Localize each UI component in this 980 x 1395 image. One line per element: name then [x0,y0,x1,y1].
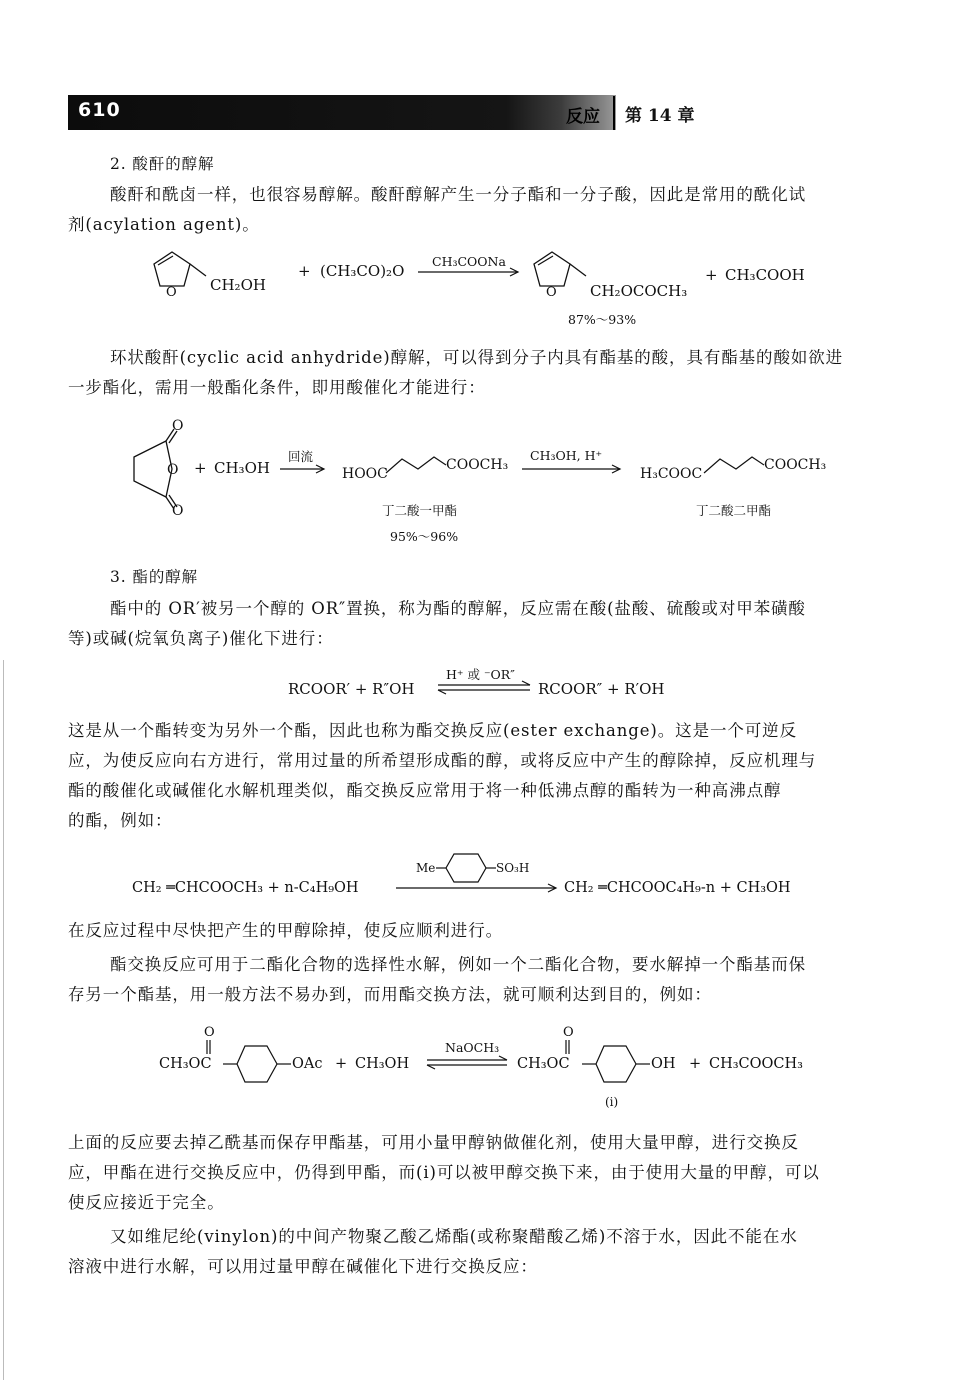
catalyst-methyl: Me [416,861,436,875]
ring-oxygen: O [167,462,179,478]
paragraph-line: 存另一个酯基，用一般方法不易办到，而用酯交换方法，就可顺利达到目的，例如： [68,985,712,1004]
equation-left: RCOOR′ + R″OH [288,680,415,698]
section-heading: 2. 酸酐的醇解 [110,155,215,173]
yield-label: 87%～93% [568,312,637,327]
equation-succinic-anhydride [120,415,860,550]
carbonyl-bond [207,1040,210,1054]
running-header-bar [68,95,616,130]
ring-oxygen: O [546,285,557,300]
ester-end: H₃COOC [640,466,703,482]
arrow-condition: CH₃OH, H⁺ [530,448,603,463]
paragraph-line: 酯的酸催化或碱催化水解机理类似，酯交换反应常用于将一种低沸点醇的酯转为一种高沸点醇 [68,781,782,800]
catalyst-sulfonic: SO₃H [496,861,530,875]
arrow-condition: 回流 [288,449,314,464]
furan-ring-icon [534,252,586,286]
paragraph-line: 一步酯化，需用一般酯化条件，即用酸催化才能进行： [68,378,486,397]
plus-sign: + [335,1056,348,1072]
acetic-acid: CH₃COOH [725,266,805,284]
paragraph-line: 在反应过程中尽快把产生的甲醇除掉，使反应顺利进行。 [68,921,503,940]
paragraph-line: 应，为使反应向右方进行，常用过量的所希望形成酯的醇，或将反应中产生的醇除掉，反应机理与 [68,751,817,770]
yield-label: 95%～96% [390,529,459,544]
equation-transesterification [280,665,700,705]
paragraph-line: 的酯，例如： [68,811,173,830]
zigzag-chain [386,457,446,473]
paragraph-line: 这是从一个酯转变为另外一个酯，因此也称为酯交换反应(ester exchange)。这是一个可逆反 [68,721,797,740]
reaction-arrow [522,465,620,473]
arrow-catalyst: NaOCH₃ [445,1040,500,1055]
equilibrium-arrow [438,681,530,694]
furan-ring-icon [154,252,206,286]
plus-sign: + [194,459,207,477]
paragraph-line: 酯中的 OR′被另一个醇的 OR″置换，称为酯的醇解，反应需在酸(盐酸、硫酸或对甲苯磺酸 [110,599,806,618]
plus-sign: + [705,266,718,284]
section-heading: 3. 酯的醇解 [110,568,199,586]
acetoxy-group: OAc [292,1056,323,1072]
ester-end: COOCH₃ [446,457,509,473]
acid-end: HOOC [342,466,388,482]
paragraph-line: 溶液中进行水解，可以用过量甲醇在碱催化下进行交换反应： [68,1257,538,1276]
plus-sign: + [689,1056,702,1072]
paragraph-line: 剂(acylation agent)。 [68,215,260,234]
reaction-arrow [280,465,324,473]
reaction-arrow [396,884,556,892]
benzene-ring-icon [223,1046,291,1082]
methyl-acetate: CH₃COOCH₃ [709,1056,803,1072]
arrow-catalyst: H⁺ 或 ⁻OR″ [446,667,515,682]
ester-group: CH₃OC [517,1056,570,1072]
plus-sign: + [298,262,311,280]
paragraph-line: 环状酸酐(cyclic acid anhydride)醇解，可以得到分子内具有酯基的酸，具有酯基的酸如欲进 [110,348,844,367]
hydroxy-group: OH [651,1056,676,1072]
equation-right: RCOOR″ + R′OH [538,680,665,698]
ester-group: CH₃OC [159,1056,212,1072]
compound-name: 丁二酸一甲酯 [382,503,458,518]
arrow-catalyst: CH₃COONa [432,254,506,269]
methanol: CH₃OH [355,1056,410,1072]
chapter-tag: 反应 [566,107,600,127]
paragraph-line: 应，甲酯在进行交换反应中，仍得到甲酯，而(i)可以被甲醇交换下来，由于使用大量的甲醇，可以 [68,1163,820,1182]
carbonyl-oxygen: O [172,503,184,519]
paragraph-line: 使反应接近于完全。 [68,1193,225,1212]
acetic-anhydride: (CH₃CO)₂O [320,262,405,280]
equation-furfuryl-acetylation [150,248,830,338]
equilibrium-arrow [427,1056,507,1069]
equation-left: CH₂ ═CHCOOCH₃ + n-C₄H₉OH [132,880,359,896]
carbonyl-oxygen: O [563,1025,574,1040]
paragraph-line: 酸酐和酰卤一样，也很容易醇解。酸酐醇解产生一分子酯和一分子酸，因此是常用的酰化试 [110,185,806,204]
scan-margin-line [3,660,4,1380]
paragraph-line: 上面的反应要去掉乙酰基而保存甲酯基，可用小量甲醇钠做催化剂，使用大量甲醇，进行交换反 [68,1133,799,1152]
compound-name: 丁二酸二甲酯 [696,503,772,518]
header-divider [613,96,615,130]
carbonyl-bond [566,1040,569,1054]
methanol: CH₃OH [214,459,270,477]
page-number: 610 [78,99,121,121]
carbonyl-oxygen: O [204,1025,215,1040]
ester-end: COOCH₃ [764,457,827,473]
equation-selective-hydrolysis [155,1020,835,1115]
ring-oxygen: O [166,285,177,300]
paragraph-line: 酯交换反应可用于二酯化合物的选择性水解，例如一个二酯化合物，要水解掉一个酯基而保 [110,955,806,974]
paragraph-line: 等)或碱(烷氧负离子)催化下进行： [68,629,334,648]
compound-label: (i) [605,1095,619,1109]
equation-right: CH₂ ═CHCOOC₄H₉-n + CH₃OH [564,880,791,896]
zigzag-chain [704,457,764,473]
reactant-substituent: CH₂OH [210,276,266,294]
chapter-label: 第 14 章 [625,106,695,126]
equation-acrylate-exchange [128,842,848,902]
benzene-ring-icon [582,1046,650,1082]
product-substituent: CH₂OCOCH₃ [590,282,688,300]
reaction-arrow [418,268,518,276]
benzene-ring-icon [436,854,496,882]
paragraph-line: 又如维尼纶(vinylon)的中间产物聚乙酸乙烯酯(或称聚醋酸乙烯)不溶于水，因此不能在水 [110,1227,798,1246]
carbonyl-oxygen: O [172,418,184,434]
